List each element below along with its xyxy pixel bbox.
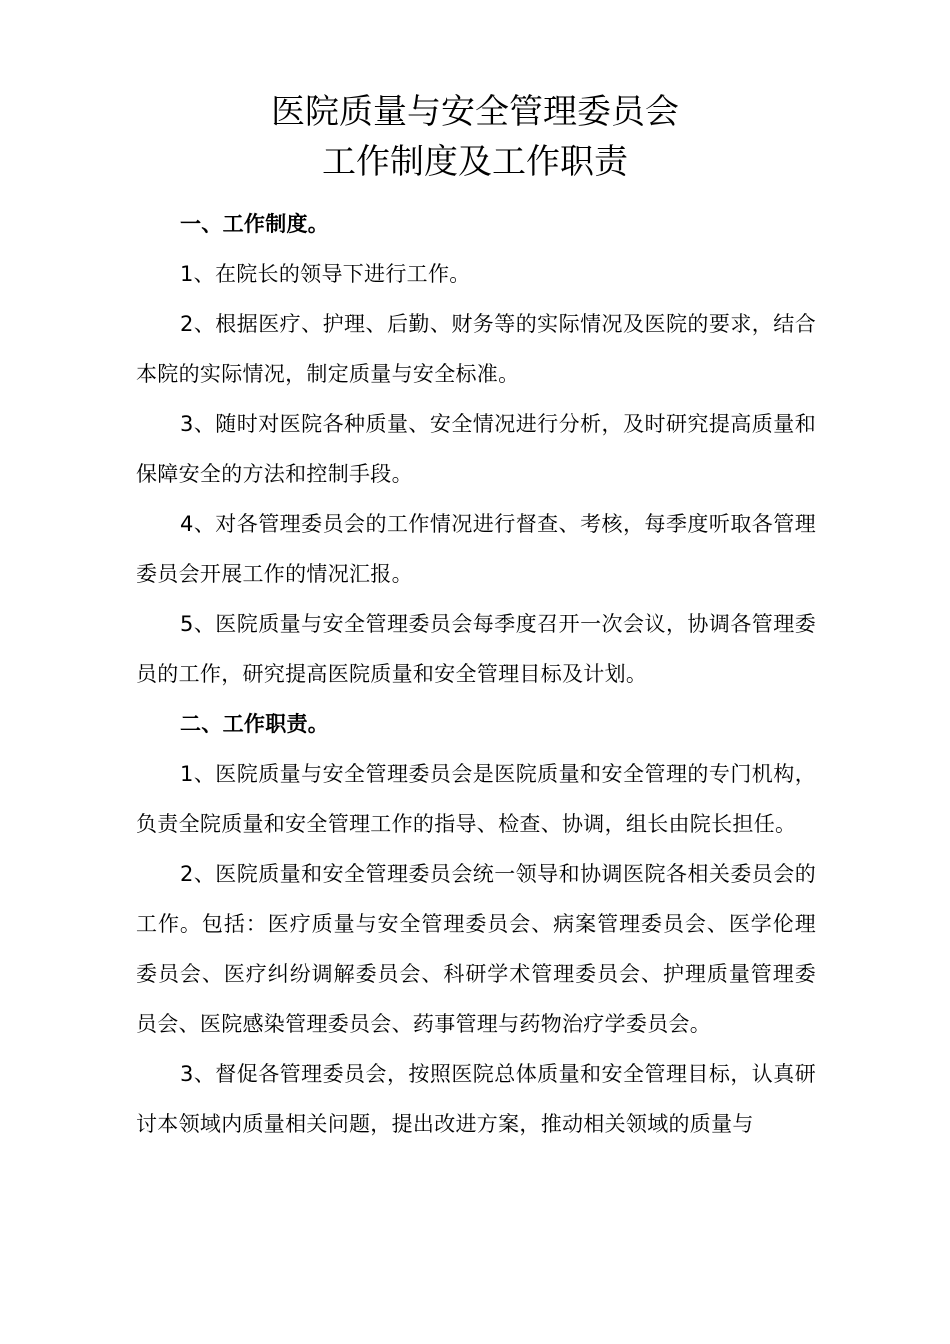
paragraph: 4、对各管理委员会的工作情况进行督查、考核，每季度听取各管理委员会开展工作的情况汇报。 [136, 512, 816, 586]
paragraph: 5、医院质量与安全管理委员会每季度召开一次会议，协调各管理委员的工作，研究提高医院质量和安全管理目标及计划。 [136, 612, 816, 686]
paragraph: 2、医院质量和安全管理委员会统一领导和协调医院各相关委员会的工作。包括：医疗质量与安全管理委员会、病案管理委员会、医学伦理委员会、医疗纠纷调解委员会、科研学术管理委员会、护理质量管理委员会、医院感染管理委员会、药事管理与药物治疗学委员会。 [136, 862, 816, 1036]
document-body [136, 199, 816, 1149]
document-title-line-1: 医院质量与安全管理委员会 [271, 92, 679, 132]
paragraph: 3、督促各管理委员会，按照医院总体质量和安全管理目标，认真研讨本领域内质量相关问题，提出改进方案，推动相关领域的质量与 [136, 1062, 816, 1136]
section-heading-work-system: 一、工作制度。 [180, 212, 330, 236]
paragraph: 1、医院质量与安全管理委员会是医院质量和安全管理的专门机构，负责全院质量和安全管理工作的指导、检查、协调，组长由院长担任。 [136, 762, 816, 836]
paragraph: 1、在院长的领导下进行工作。 [180, 262, 471, 286]
document-title-line-2: 工作制度及工作职责 [322, 142, 628, 182]
section-heading-work-duties: 二、工作职责。 [180, 712, 330, 736]
paragraph: 3、随时对医院各种质量、安全情况进行分析，及时研究提高质量和保障安全的方法和控制手段。 [136, 412, 816, 486]
paragraph: 2、根据医疗、护理、后勤、财务等的实际情况及医院的要求，结合本院的实际情况，制定质量与安全标准。 [136, 312, 816, 386]
